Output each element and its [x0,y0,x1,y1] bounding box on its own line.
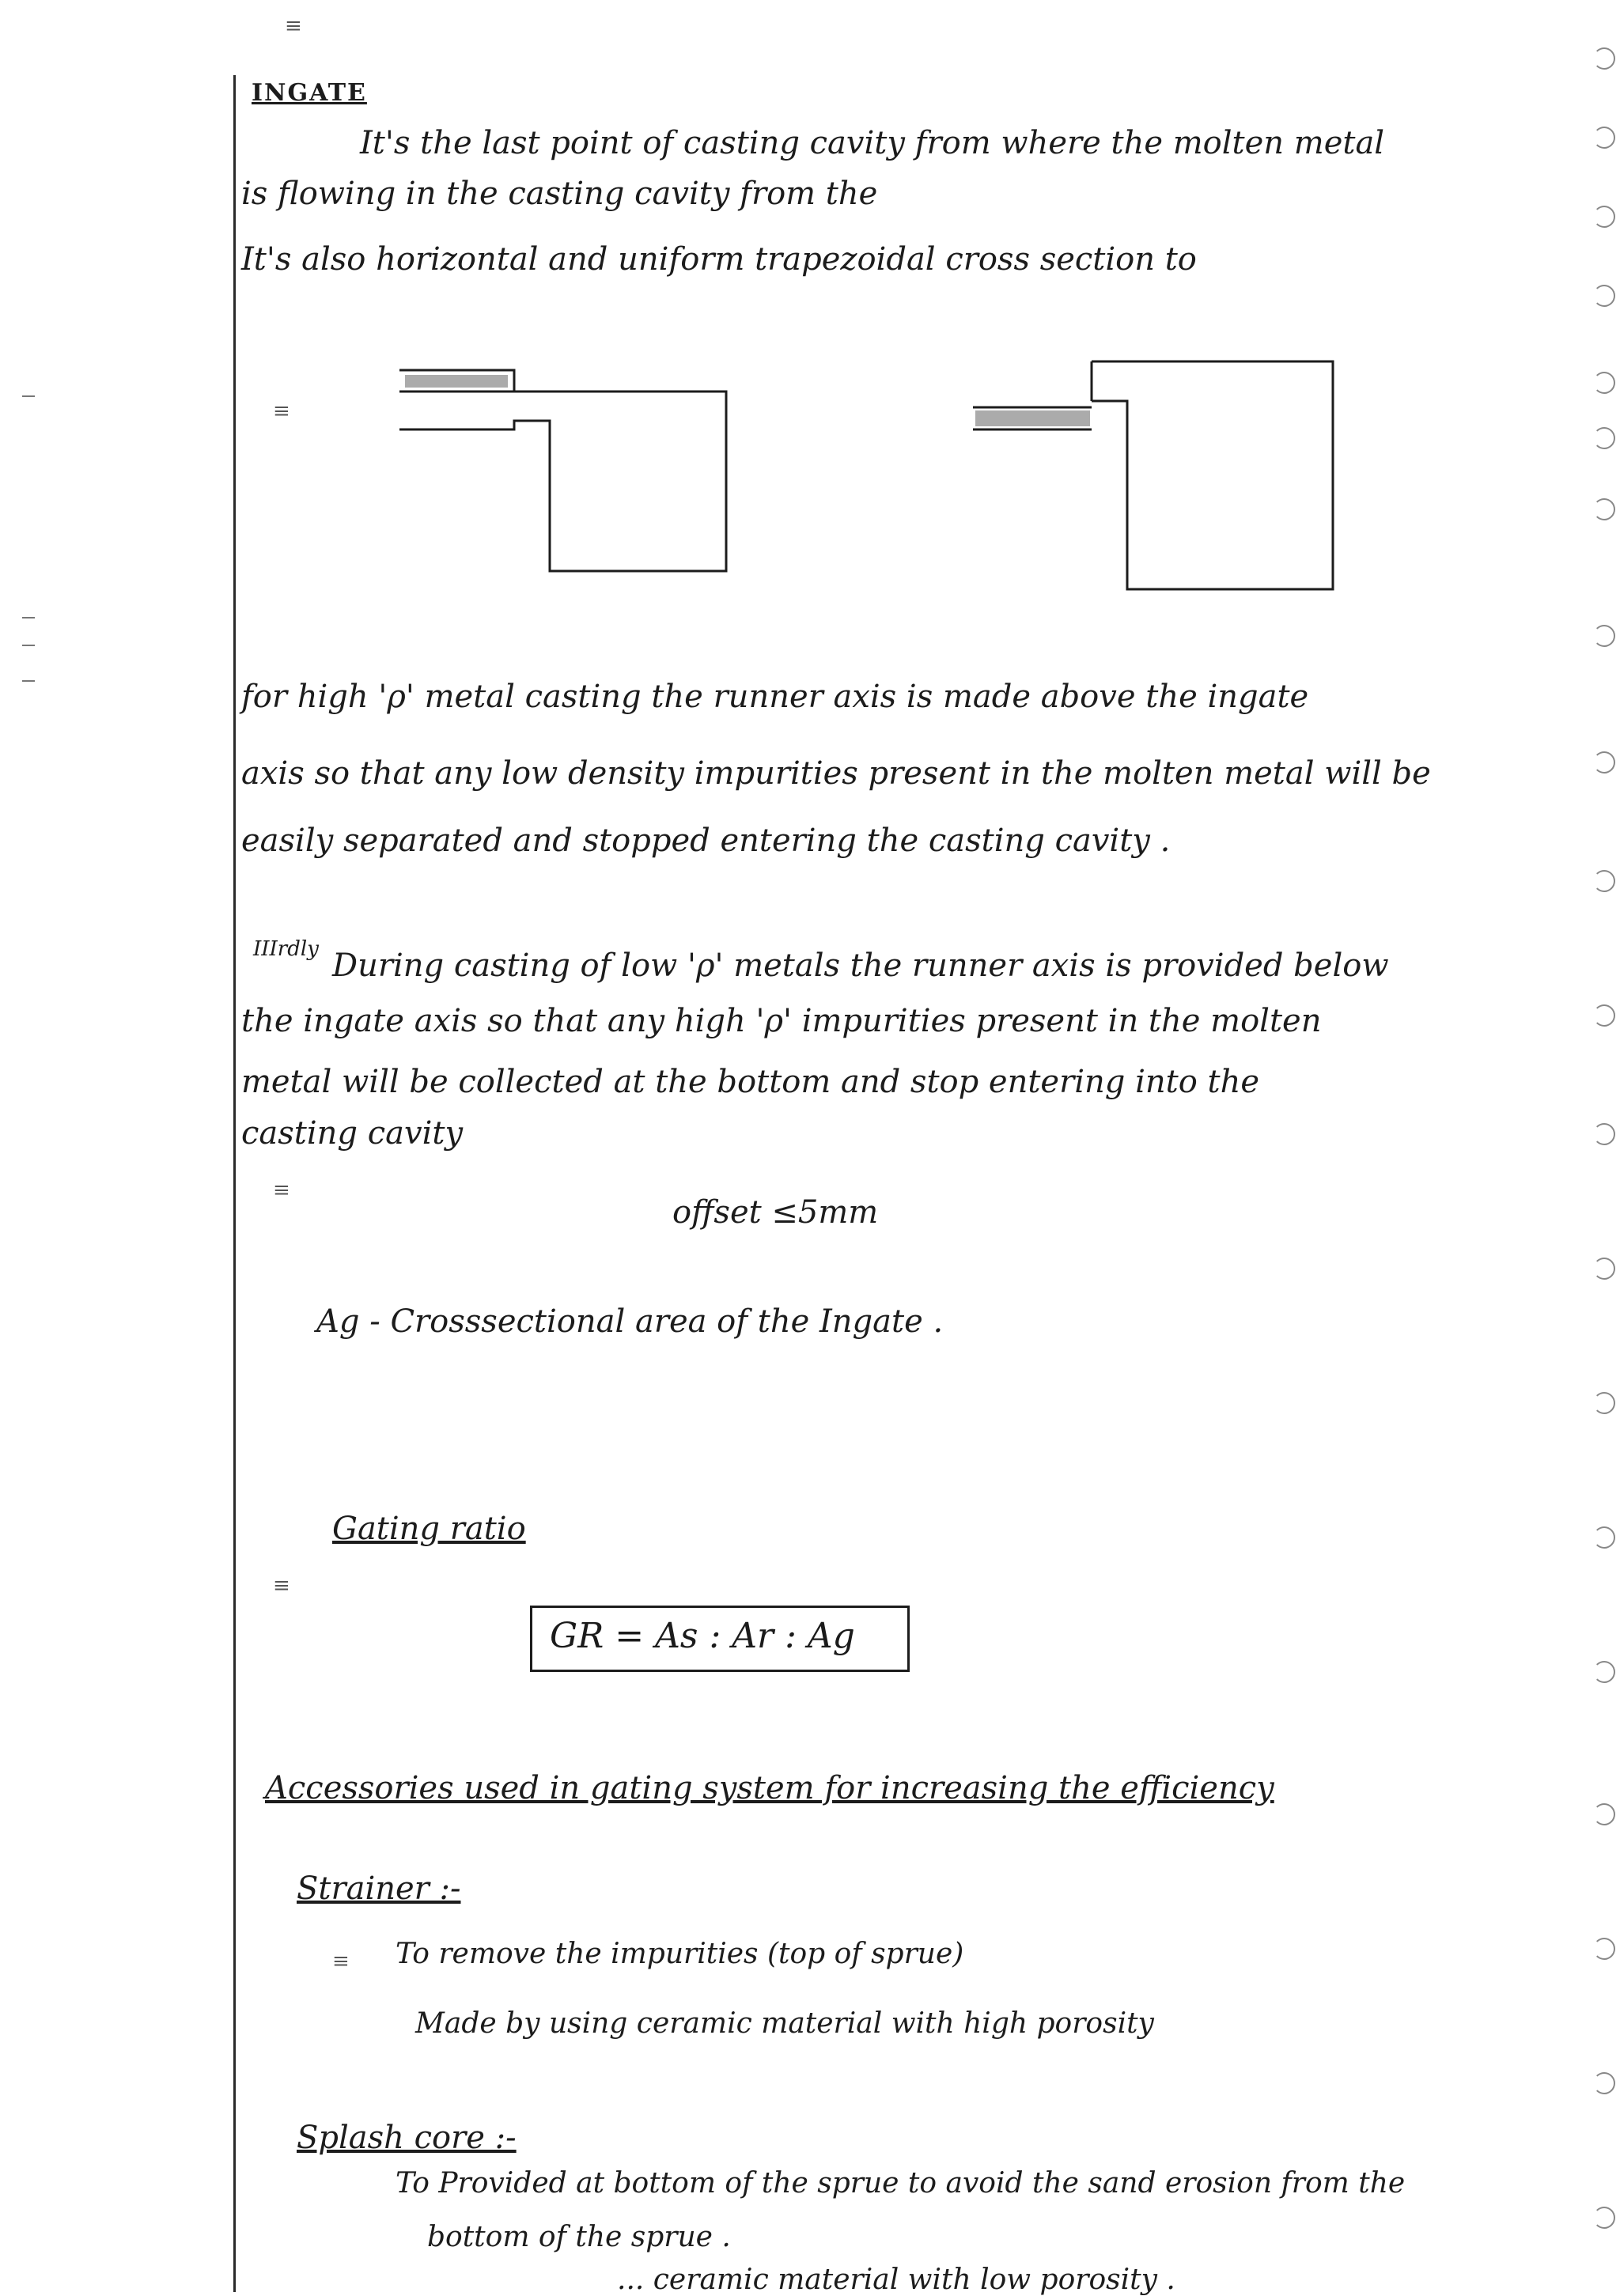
scan-edge-tick [22,617,35,618]
margin-line [233,75,236,2292]
binding-hole [1593,2072,1615,2094]
binding-hole [1593,1526,1615,1549]
splash-core-line-1: To Provided at bottom of the sprue to avoid the sand erosion from the [396,2167,1406,2200]
offset-note: offset ≤5mm [672,1194,879,1231]
binding-hole [1593,1004,1615,1027]
scan-edge-tick [22,395,35,397]
low-rho-line-4: casting cavity [241,1115,464,1152]
high-rho-line-2: axis so that any low density impurities present in the molten metal will be [241,755,1431,792]
scan-mark: ≡ [273,1178,290,1202]
scan-edge-tick [22,680,35,682]
binding-hole [1593,1938,1615,1960]
strainer-line-2: Made by using ceramic material with high porosity [415,2007,1154,2040]
scan-mark: ≡ [273,1574,290,1598]
low-rho-line-2: the ingate axis so that any high 'ρ' impurities present in the molten [241,1003,1322,1039]
intro-line-1: It's the last point of casting cavity from where the molten metal [360,125,1385,161]
low-rho-marker: IIIrdly [253,937,319,961]
binding-hole [1593,47,1615,70]
splash-core-line-2: bottom of the sprue . [427,2221,731,2253]
low-rho-line-1: During casting of low 'ρ' metals the runner axis is provided below [332,948,1389,984]
binding-hole [1593,127,1615,149]
ingate-diagram-runner-below [961,352,1372,605]
binding-hole [1593,2207,1615,2229]
binding-hole [1593,870,1615,892]
intro-line-3: It's also horizontal and uniform trapezoidal cross section to [241,241,1197,278]
binding-hole [1593,285,1615,307]
intro-line-2: is flowing in the casting cavity from the [241,176,878,212]
strainer-line-1: To remove the impurities (top of sprue) [396,1938,964,1970]
binding-hole [1593,625,1615,647]
scan-mark: ≡ [332,1950,350,1973]
splash-core-heading: Splash core :- [297,2120,517,2156]
gating-ratio-heading: Gating ratio [332,1511,526,1547]
ingate-diagram-runner-above [388,356,751,593]
heading-ingate: INGATE [252,79,367,107]
high-rho-line-3: easily separated and stopped entering the casting cavity . [241,823,1171,859]
strainer-heading: Strainer :- [297,1870,461,1907]
binding-hole [1593,1123,1615,1145]
binding-hole [1593,427,1615,449]
binding-hole [1593,372,1615,394]
ag-definition: Ag - Crosssectional area of the Ingate . [316,1303,944,1340]
binding-hole [1593,1803,1615,1825]
binding-hole [1593,1661,1615,1683]
binding-hole [1593,1392,1615,1414]
accessories-heading: Accessories used in gating system for increasing the efficiency [265,1770,1274,1806]
binding-hole [1593,206,1615,228]
top-scribble-mark: ≡ [285,14,302,38]
high-rho-line-1: for high 'ρ' metal casting the runner axis is made above the ingate [241,679,1309,715]
scan-mark: ≡ [273,399,290,423]
binding-hole [1593,498,1615,520]
scan-edge-tick [22,645,35,646]
binding-hole [1593,1258,1615,1280]
splash-core-line-3: ... ceramic material with low porosity . [617,2264,1175,2296]
binding-hole [1593,751,1615,774]
low-rho-line-3: metal will be collected at the bottom and stop entering into the [241,1064,1260,1100]
gating-ratio-formula: GR = As : Ar : Ag [530,1606,910,1672]
